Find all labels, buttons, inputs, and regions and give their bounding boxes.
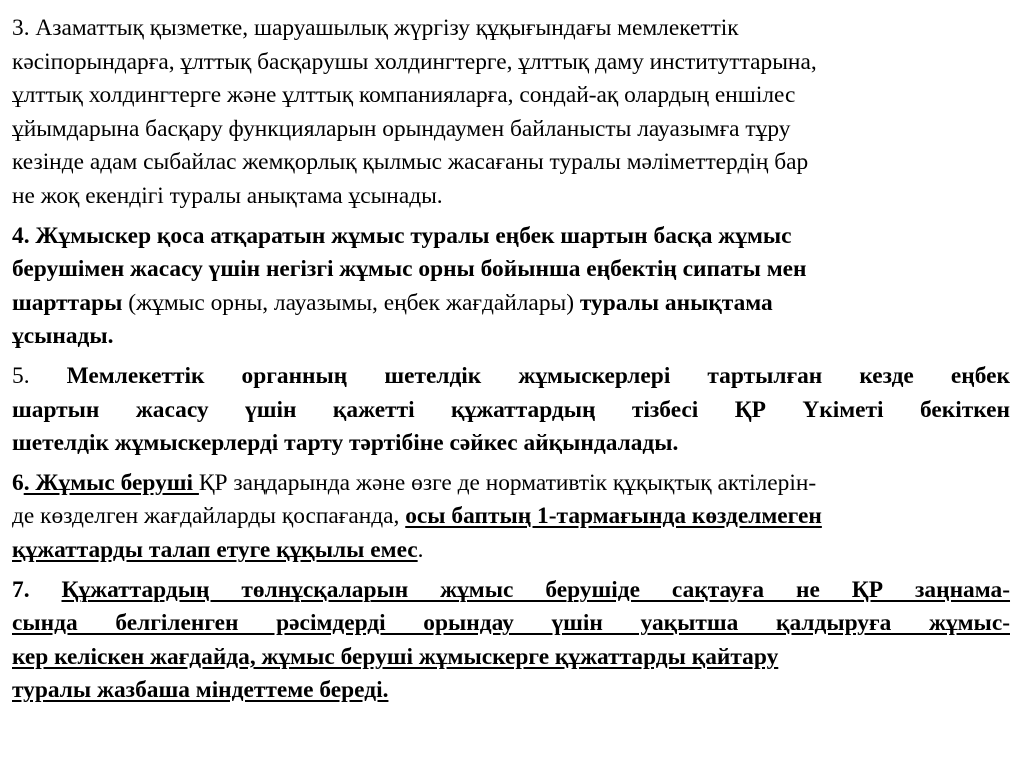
p3-line-6: не жоқ екендігі туралы анықтама ұсынады. — [12, 182, 443, 209]
p4-line-3-bold: шарттары — [12, 289, 123, 316]
p4-line-2: берушімен жасасу үшін негізгі жұмыс орны бойынша еңбектің сипаты мен — [12, 256, 807, 283]
paragraph-4 — [12, 220, 1010, 354]
p6-line-2 — [12, 500, 1010, 534]
p5-number: 5. — [12, 362, 67, 389]
p3-line-5: кезінде адам сыбайлас жемқорлық қылмыс жасағаны туралы мәліметтердің бар — [12, 149, 809, 176]
p5-line-1-text: Мемлекеттік органның шетелдік жұмыскерлері тартылған кезде еңбек — [66, 362, 1010, 389]
p7-line-3: кер келіскен жағдайда, жұмыс беруші жұмыскерге құжаттарды қайтару — [12, 643, 779, 670]
p7-number: 7. — [12, 576, 62, 603]
p6-line-3-end: . — [417, 536, 424, 563]
p5-line-2 — [12, 394, 1010, 428]
paragraph-3 — [12, 12, 1010, 214]
p4-line-3-bold-end: туралы анықтама — [579, 289, 773, 316]
p6-line-3-underlined: құжаттарды талап етуге құқылы емес — [12, 536, 418, 563]
p5-line-2-tail: бекіткен — [883, 396, 1010, 423]
p5-line-1 — [12, 360, 1010, 394]
p6-line-2-start: де көзделген жағдайларды қоспағанда, — [12, 503, 406, 530]
p3-line-3: ұлттық холдингтерге және ұлттық компанияларға, сондай-ақ олардың еншілес — [12, 82, 796, 109]
paragraph-6 — [12, 467, 1010, 568]
p3-line-4: ұйымдарына басқару функцияларын орындаумен байланысты лауазымға тұру — [12, 115, 791, 142]
p7-line-1-text: Құжаттардың төлнұсқаларын жұмыс берушіде сақтауға не ҚР заңнама- — [61, 576, 1011, 603]
p6-line-1-rest: ҚР заңдарында және өзге де нормативтік құқықтық актілерін- — [198, 469, 817, 496]
slide-content — [12, 12, 1010, 708]
p6-number: 6 — [12, 469, 24, 496]
p7-line-4: туралы жазбаша міндеттеме береді. — [12, 677, 389, 704]
p6-line-1 — [12, 467, 1010, 501]
p3-line-1: 3. Азаматтық қызметке, шаруашылық жүргізу құқығындағы мемлекеттік — [12, 15, 739, 41]
p7-line-2: сында белгіленген рәсімдерді орындау үшін уақытша қалдыруға жұмыс- — [12, 610, 1010, 637]
p4-line-1: 4. Жұмыскер қоса атқаратын жұмыс туралы еңбек шартын басқа жұмыс — [12, 222, 792, 249]
p6-line-3 — [12, 534, 1010, 568]
paragraph-7 — [12, 574, 1010, 708]
p6-line-2-underlined: осы баптың 1-тармағында көзделмеген — [405, 503, 822, 530]
p5-line-2-bold: шартын жасасу үшін қажетті құжаттардың тізбесі ҚР Үкіметі — [12, 396, 884, 423]
p6-lead: . Жұмыс беруші — [23, 469, 199, 496]
p5-line-3: шетелдік жұмыскерлерді тарту тәртібіне сәйкес айқындалады. — [12, 430, 679, 457]
p4-line-4: ұсынады. — [12, 323, 114, 350]
p4-line-3-normal: (жұмыс орны, лауазымы, еңбек жағдайлары) — [122, 289, 580, 316]
p3-line-2: кәсіпорындарға, ұлттық басқарушы холдингтерге, ұлттық даму институттарына, — [12, 48, 817, 75]
paragraph-5 — [12, 360, 1010, 461]
p4-line-3 — [12, 287, 1010, 321]
p7-line-1 — [12, 574, 1010, 608]
